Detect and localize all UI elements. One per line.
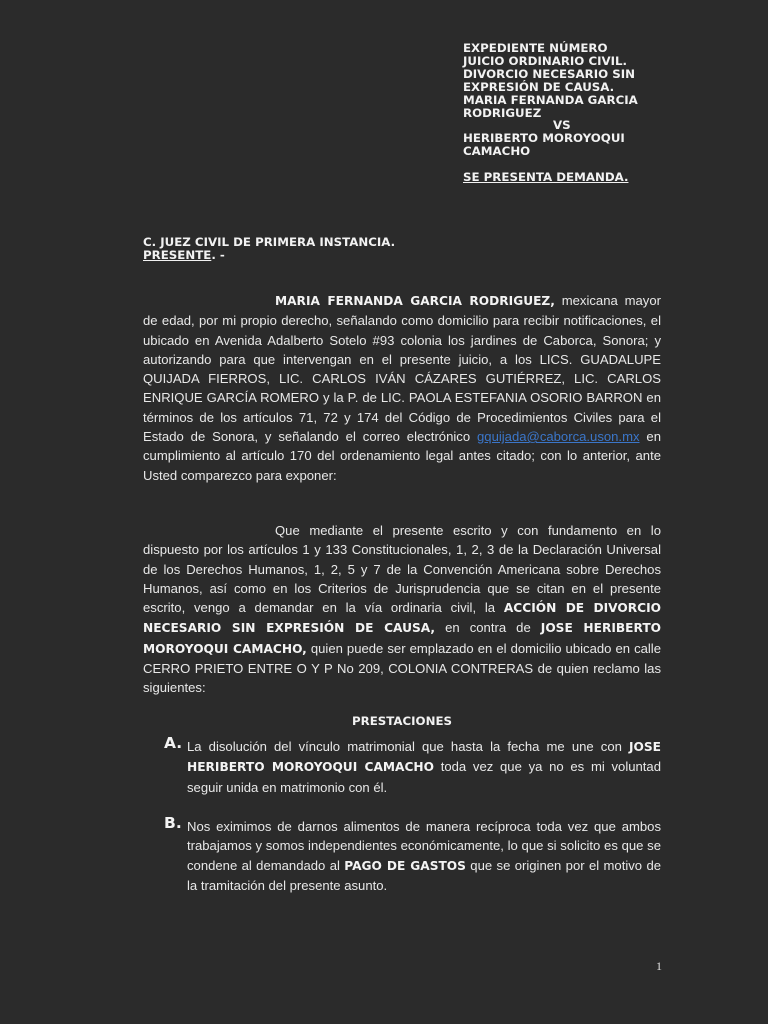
item-marker: A. [164, 734, 183, 752]
presente-line [143, 249, 395, 262]
header-line: JUICIO ORDINARIO CIVIL. [463, 53, 628, 68]
item-bold: PAGO DE GASTOS [344, 858, 466, 873]
subject-line: SE PRESENTA DEMANDA. [463, 170, 629, 185]
intro-text: mexicana mayor de edad, por mi propio derecho, señalando como domicilio para recibir notificaciones, el ubicado en Avenida Adalberto Sotelo #93 colonia los jardines de Caborca, Sonora; y autorizando para que intervengan en el presente juicio, a los LICS. GUADALUPE QUIJADA FIERROS, LIC. CARLOS IVÁN CÁZARES GUTIÉRREZ, LIC. CARLOS ENRIQUE GARCÍA ROMERO y la P. de LIC. PAOLA ESTEFANIA OSORIO BARRON en términos de los artículos 71, 72 y 174 del Código de Procedimientos Civiles para el Estado de Sonora, y señalando el correo electrónico [143, 293, 661, 445]
email-link[interactable]: gquijada@caborca.uson.mx [477, 429, 640, 445]
intro-text-continued: en cumplimiento al artículo 170 del ordenamiento legal antes citado; con lo anterior, ante Usted comparezco para exponer: [143, 429, 661, 483]
claim-text: quien puede ser emplazado en el domicilio ubicado en calle CERRO PRIETO ENTRE O Y P No 209, COLONIA CONTRERAS de quien reclamo las siguientes: [143, 640, 661, 696]
header-line: EXPRESIÓN DE CAUSA. [463, 79, 615, 94]
prestaciones-title: PRESTACIONES [351, 714, 453, 728]
versus-label: VS [553, 118, 571, 133]
plaintiff-name: MARIA FERNANDA GARCIA RODRIGUEZ, [275, 294, 555, 308]
defendant-name: JOSE HERIBERTO MOROYOQUI CAMACHO, [143, 621, 662, 656]
addressee-block [143, 236, 395, 262]
item-text-part: La disolución del vínculo matrimonial que hasta la fecha me une con [187, 739, 629, 754]
intro-paragraph [143, 291, 661, 485]
presente-suffix: . - [211, 247, 225, 262]
header-line: EXPEDIENTE NÚMERO [463, 41, 608, 55]
claim-text: Que mediante el presente escrito y con fundamento en lo dispuesto por los artículos 1 y 133 Constitucionales, 1, 2, 3 de la Declaración Universal de los Derechos Humanos, 1, 2, 5 y 7 de la Convención Americana sobre Derechos Humanos, así como en los Criterios de Jurisprudencia que se citan en el presente escrito, vengo a demandar en la vía ordinaria civil, la [143, 523, 661, 616]
header-line: MARIA FERNANDA GARCIA [463, 92, 638, 107]
defendant-line: HERIBERTO MOROYOQUI [463, 131, 625, 146]
header-line: RODRIGUEZ [463, 105, 542, 120]
item-text-part: Nos eximimos de darnos alimentos de manera recíproca toda vez que ambos trabajamos y somos independientes económicamente, lo que si solicito es que se condene al demandado al [187, 819, 661, 873]
item-marker: B. [164, 814, 182, 832]
claim-paragraph [143, 521, 661, 698]
header-line: DIVORCIO NECESARIO SIN [463, 66, 636, 81]
item-bold: JOSE HERIBERTO MOROYOQUI CAMACHO [187, 740, 661, 775]
page-number: 1 [656, 959, 662, 973]
item-text [187, 817, 661, 895]
judge-line: C. JUEZ CIVIL DE PRIMERA INSTANCIA. [143, 235, 396, 249]
presente-word: PRESENTE [143, 247, 212, 262]
defendant-line: CAMACHO [463, 144, 531, 159]
case-header [463, 42, 723, 184]
item-text [187, 737, 661, 797]
item-text-part: que se originen por el motivo de la tramitación del presente asunto. [187, 857, 662, 893]
action-name: ACCIÓN DE DIVORCIO NECESARIO SIN EXPRESIÓN DE CAUSA, [143, 601, 661, 636]
claim-text: en contra de [435, 620, 541, 636]
item-text-part: toda vez que ya no es mi voluntad seguir unida en matrimonio con él. [187, 759, 661, 795]
